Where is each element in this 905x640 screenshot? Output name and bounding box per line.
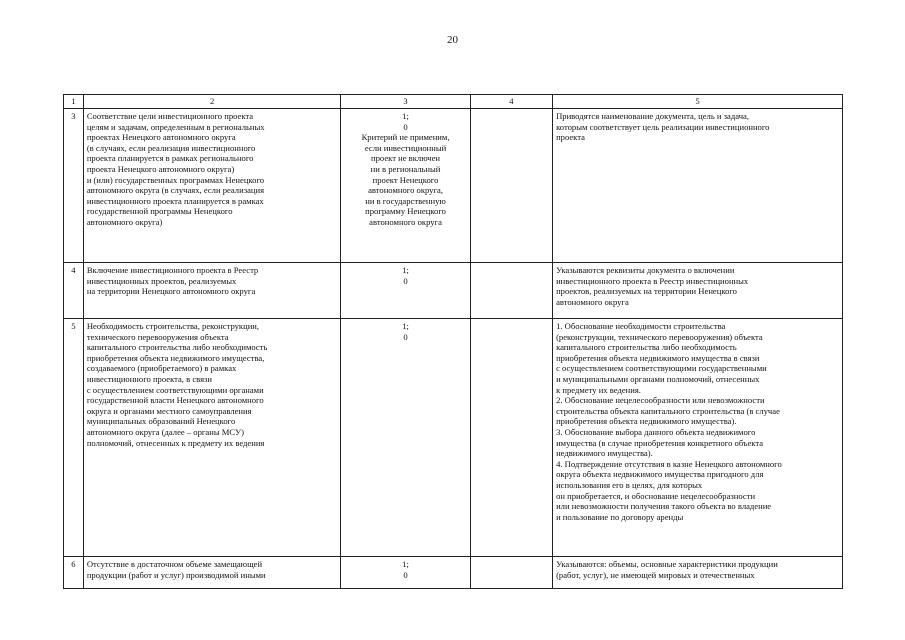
note-text: Приводятся наименование документа, цель и задача, которым соответствует цель реализации инвестиционного проекта xyxy=(553,109,843,263)
header-col-1: 1 xyxy=(64,95,84,109)
table-row xyxy=(64,263,843,319)
row-number: 4 xyxy=(64,263,84,319)
score-values: 1; 0 xyxy=(341,263,470,319)
empty-cell xyxy=(470,557,552,589)
table-header-row xyxy=(64,95,843,109)
table-row xyxy=(64,557,843,589)
row-number: 6 xyxy=(64,557,84,589)
score-values: 1; 0 xyxy=(341,319,470,557)
row-number: 5 xyxy=(64,319,84,557)
header-col-5: 5 xyxy=(553,95,843,109)
note-text: Указываются реквизиты документа о включении инвестиционного проекта в Реестр инвестиционных проектов, реализуемых на территории Ненецкого автономного округа xyxy=(553,263,843,319)
score-values: 1; 0 xyxy=(341,557,470,589)
criterion-text: Отсутствие в достаточном объеме замещающей продукции (работ и услуг) производимой иными xyxy=(83,557,341,589)
score-values: 1; 0 Критерий не применим, если инвестиционный проект не включен ни в региональный проект Ненецкого автономного округа, ни в государственную программу Ненецкого автономного округа xyxy=(341,109,470,263)
header-col-4: 4 xyxy=(470,95,552,109)
row-number: 3 xyxy=(64,109,84,263)
criterion-text: Соответствие цели инвестиционного проекта целям и задачам, определенным в региональных проектах Ненецкого автономного округа (в случаях, если реализация инвестиционного проекта планируется в рамках регионального проекта Ненецкого автономного округа) и (или) государственных программах Ненецкого автономного округа (в случаях, если реализация инвестиционного проекта планируется в рамках государственной программы Ненецкого автономного округа) xyxy=(83,109,341,263)
criterion-text: Включение инвестиционного проекта в Реестр инвестиционных проектов, реализуемых на территории Ненецкого автономного округа xyxy=(83,263,341,319)
table-row xyxy=(64,109,843,263)
page-number: 20 xyxy=(447,34,458,46)
criteria-table xyxy=(63,94,843,589)
note-text: Указываются: объемы, основные характеристики продукции (работ, услуг), не имеющей мировых и отечественных xyxy=(553,557,843,589)
header-col-2: 2 xyxy=(83,95,341,109)
header-col-3: 3 xyxy=(341,95,470,109)
empty-cell xyxy=(470,319,552,557)
empty-cell xyxy=(470,263,552,319)
table-row xyxy=(64,319,843,557)
empty-cell xyxy=(470,109,552,263)
note-text: 1. Обоснование необходимости строительства (реконструкции, технического перевооружения) объекта капитального строительства либо необходимость приобретения объекта недвижимого имущества в связи с осуществлением соответствующими государственными и муниципальными органами полномочий, отнесенных к предмету их ведения. 2. Обоснование нецелесообразности или невозможности строительства объекта капитального строительства (в случае приобретения объекта недвижимого имущества). 3. Обоснование выбора данного объекта недвижимого имущества (в случае приобретения конкретного объекта недвижимого имущества). 4. Подтверждение отсутствия в казне Ненецкого автономного округа объекта недвижимого имущества пригодного для использования его в целях, для которых он приобретается, и обоснование нецелесообразности или невозможности получения такого объекта во владение и пользование по договору аренды xyxy=(553,319,843,557)
criterion-text: Необходимость строительства, реконструкции, технического перевооружения объекта капитального строительства либо необходимость приобретения объекта недвижимого имущества, создаваемого (приобретаемого) в рамках инвестиционного проекта, в связи с осуществлением соответствующими органами государственной власти Ненецкого автономного округа и органами местного самоуправления муниципальных образований Ненецкого автономного округа (далее – органы МСУ) полномочий, отнесенных к предмету их ведения xyxy=(83,319,341,557)
